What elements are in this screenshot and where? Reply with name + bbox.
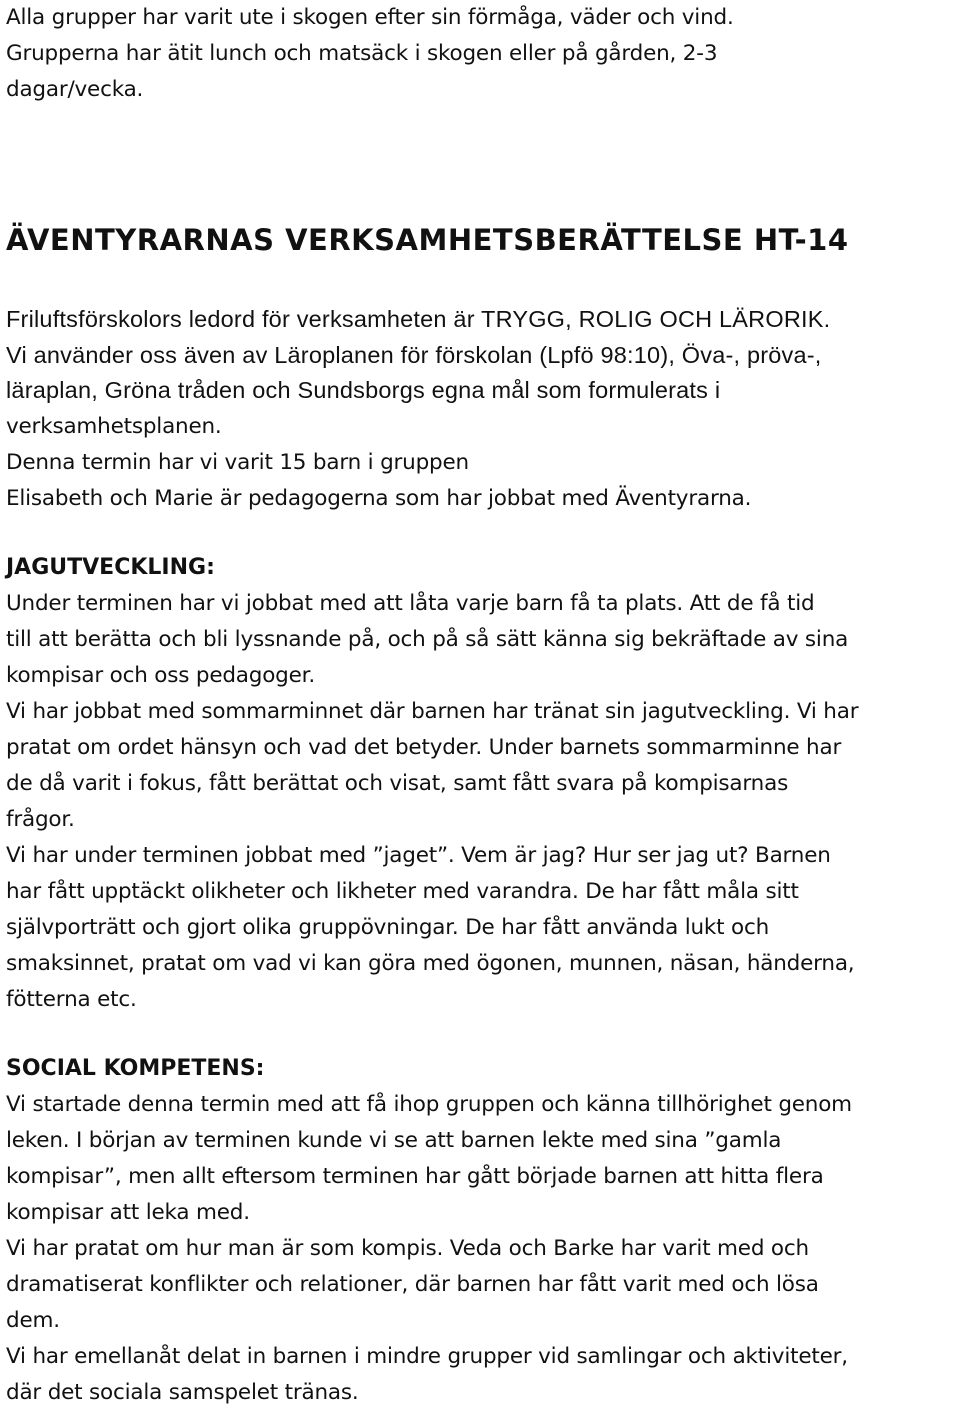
- section-line: Vi har emellanåt delat in barnen i mindre grupper vid samlingar och aktiviteter,: [6, 1344, 848, 1369]
- intro-line: Grupperna har ätit lunch och matsäck i skogen eller på gården, 2-3: [6, 41, 718, 66]
- section-social-kompetens: [6, 1051, 852, 1411]
- section-body: [6, 1087, 852, 1411]
- section-line: Vi har jobbat med sommarminnet där barnen har tränat sin jagutveckling. Vi har: [6, 699, 859, 724]
- section-line: dem.: [6, 1308, 60, 1333]
- section-line: leken. I början av terminen kunde vi se att barnen lekte med sina ”gamla: [6, 1128, 782, 1153]
- section-line: där det sociala samspelet tränas.: [6, 1380, 359, 1405]
- section-line: har fått upptäckt olikheter och likheter med varandra. De har fått måla sitt: [6, 879, 799, 904]
- section-heading: JAGUTVECKLING:: [6, 555, 215, 580]
- intro-line: Alla grupper har varit ute i skogen efter sin förmåga, väder och vind.: [6, 5, 734, 30]
- section-line: frågor.: [6, 807, 75, 832]
- intro-line: dagar/vecka.: [6, 77, 144, 102]
- guidelines-line: läraplan, Gröna tråden och Sundsborgs egna mål som formulerats i: [6, 377, 721, 403]
- document-title: ÄVENTYRARNAS VERKSAMHETSBERÄTTELSE HT-14: [6, 223, 849, 257]
- guidelines-line: Denna termin har vi varit 15 barn i gruppen: [6, 450, 469, 475]
- section-line: smaksinnet, pratat om vad vi kan göra med ögonen, munnen, näsan, händerna,: [6, 951, 855, 976]
- guidelines-line: Vi använder oss även av Läroplanen för förskolan (Lpfö 98:10), Öva-, pröva-,: [6, 341, 822, 368]
- section-line: kompisar och oss pedagoger.: [6, 663, 315, 688]
- section-line: pratat om ordet hänsyn och vad det betyder. Under barnets sommarminne har: [6, 735, 842, 760]
- section-jagutveckling: [6, 550, 858, 1018]
- section-line: självporträtt och gjort olika gruppövningar. De har fått använda lukt och: [6, 915, 770, 940]
- section-heading: SOCIAL KOMPETENS:: [6, 1056, 265, 1081]
- section-line: de då varit i fokus, fått berättat och visat, samt fått svara på kompisarnas: [6, 771, 789, 796]
- guidelines-line: Friluftsförskolors ledord för verksamheten är TRYGG, ROLIG OCH LÄRORIK.: [6, 306, 831, 332]
- section-line: Vi har under terminen jobbat med ”jaget”. Vem är jag? Hur ser jag ut? Barnen: [6, 843, 831, 868]
- section-line: till att berätta och bli lyssnande på, och på så sätt känna sig bekräftade av sina: [6, 627, 849, 652]
- section-line: Vi har pratat om hur man är som kompis. Veda och Barke har varit med och: [6, 1236, 809, 1261]
- guidelines-line: Elisabeth och Marie är pedagogerna som har jobbat med Äventyrarna.: [6, 486, 752, 511]
- section-body: [6, 586, 858, 1018]
- intro-paragraph: [6, 0, 734, 108]
- section-line: Under terminen har vi jobbat med att låta varje barn få ta plats. Att de få tid: [6, 591, 815, 616]
- guidelines-block-2: [6, 409, 751, 517]
- guidelines-line: verksamhetsplanen.: [6, 414, 222, 439]
- section-line: kompisar att leka med.: [6, 1200, 250, 1225]
- guidelines-block: [6, 302, 830, 409]
- section-line: Vi startade denna termin med att få ihop gruppen och känna tillhörighet genom: [6, 1092, 852, 1117]
- section-line: kompisar”, men allt eftersom terminen har gått började barnen att hitta flera: [6, 1164, 824, 1189]
- section-line: dramatiserat konflikter och relationer, där barnen har fått varit med och lösa: [6, 1272, 819, 1297]
- section-line: fötterna etc.: [6, 987, 137, 1012]
